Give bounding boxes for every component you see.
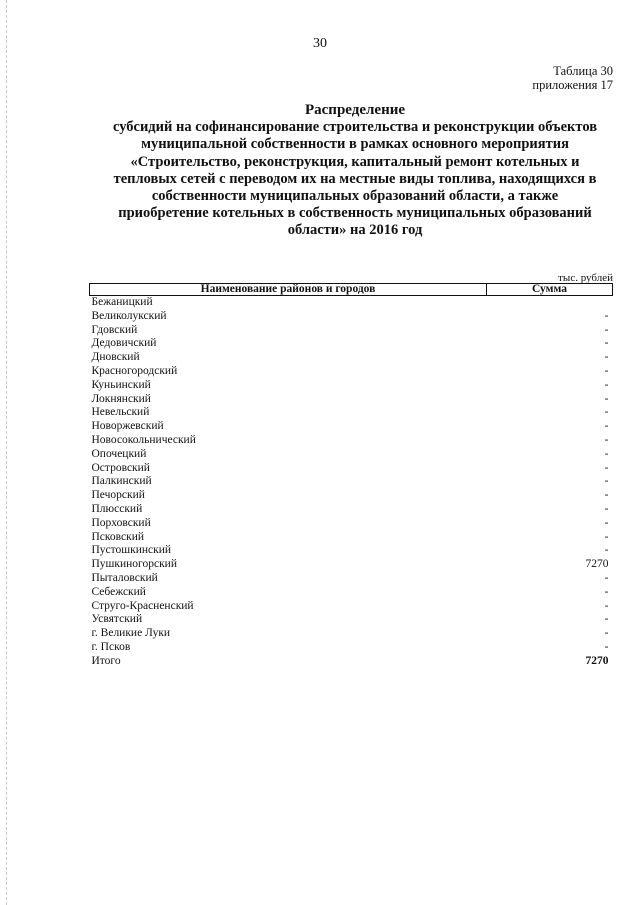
title-line: области» на 2016 год [287,222,423,239]
district-name: Псковский [91,530,145,543]
district-name: Порховский [91,516,151,529]
district-sum: - [604,447,609,460]
district-sum: - [604,585,609,598]
total-label: Итого [91,654,121,667]
district-sum: - [604,378,609,391]
district-name: Струго-Красненский [91,599,194,612]
district-name: г. Псков [91,640,131,653]
table-row [90,531,613,545]
district-sum: - [604,489,609,502]
district-name: Островский [91,461,150,474]
district-name: Плюсский [91,502,143,515]
table-ref-line2: приложения 17 [532,78,613,92]
district-name: Невельский [91,406,150,419]
header-sum: Сумма [487,284,613,296]
title-line: тепловых сетей с переводом их на местные виды топлива, находящихся в [113,170,597,187]
district-sum: - [604,351,609,364]
district-sum: - [604,627,609,640]
district-name: Гдовский [91,323,138,336]
district-name: Опочецкий [91,447,147,460]
distribution-table [89,283,613,669]
table-row [90,600,613,614]
table-row [90,462,613,476]
district-name: Новоржевский [91,420,164,433]
district-name: Пушкиногорский [91,558,177,571]
table-row [90,572,613,586]
district-sum: - [604,516,609,529]
district-sum: - [604,544,609,557]
district-sum: - [604,364,609,377]
table-header-row [90,284,613,296]
district-sum: - [604,599,609,612]
district-sum: - [604,640,609,653]
table-row [90,310,613,324]
table-row [90,406,613,420]
header-name: Наименование районов и городов [90,284,487,296]
table-row [90,475,613,489]
district-name: Пыталовский [91,571,158,584]
district-sum: - [604,323,609,336]
table-row [90,393,613,407]
table-row [90,613,613,627]
district-sum: - [604,502,609,515]
district-name: Новосокольнический [91,433,196,446]
table-row [90,434,613,448]
table-row [90,324,613,338]
district-sum: - [604,530,609,543]
district-name: Локнянский [91,392,151,405]
table-row [90,448,613,462]
table-row [90,379,613,393]
district-name: Дедовичский [91,337,157,350]
district-name: Себежский [91,585,146,598]
district-name: Красногородский [91,364,178,377]
table-row [90,296,613,310]
district-sum: - [604,392,609,405]
district-sum: - [604,461,609,474]
title-heading: Распределение [304,102,406,118]
district-name: г. Великие Луки [91,627,171,640]
title-line: «Строительство, реконструкция, капитальный ремонт котельных и [130,153,580,170]
document-title [95,102,615,240]
district-name: Куньинский [91,378,151,391]
table-row [90,337,613,351]
district-name: Палкинский [91,475,152,488]
district-name: Великолукский [91,309,167,322]
table-body [90,296,613,669]
district-name: Дновский [91,351,140,364]
district-sum: - [604,475,609,488]
district-sum: - [604,309,609,322]
units-label: тыс. рублей [558,272,613,284]
scan-edge-line [6,0,7,905]
title-line: муниципальной собственности в рамках основного мероприятия [141,136,569,153]
table-row [90,351,613,365]
district-name: Бежаницкий [91,296,153,308]
table-row [90,503,613,517]
table-row [90,586,613,600]
table-row [90,627,613,641]
total-sum: 7270 [585,654,609,667]
table-row [90,517,613,531]
district-name: Печорский [91,489,145,502]
table-row [90,365,613,379]
district-name: Усвятский [91,613,143,626]
title-line: субсидий на софинансирование строительства и реконструкции объектов [112,119,598,136]
total-row [90,655,613,669]
table-row [90,558,613,572]
table-reference [532,64,613,92]
district-sum: - [604,613,609,626]
district-sum [487,296,613,310]
district-sum: 7270 [585,558,609,571]
title-line: приобретение котельных в собственность муниципальных образований [118,205,592,222]
district-sum: - [604,433,609,446]
district-sum: - [604,420,609,433]
table-ref-line1: Таблица 30 [553,64,613,78]
district-sum: - [604,571,609,584]
page-number: 30 [313,36,327,51]
table-row [90,420,613,434]
title-line: собственности муниципальных образований области, а также [151,188,559,205]
district-name: Пустошкинский [91,544,172,557]
district-sum: - [604,406,609,419]
table-row [90,641,613,655]
table-row [90,489,613,503]
table-row [90,544,613,558]
district-sum: - [604,337,609,350]
